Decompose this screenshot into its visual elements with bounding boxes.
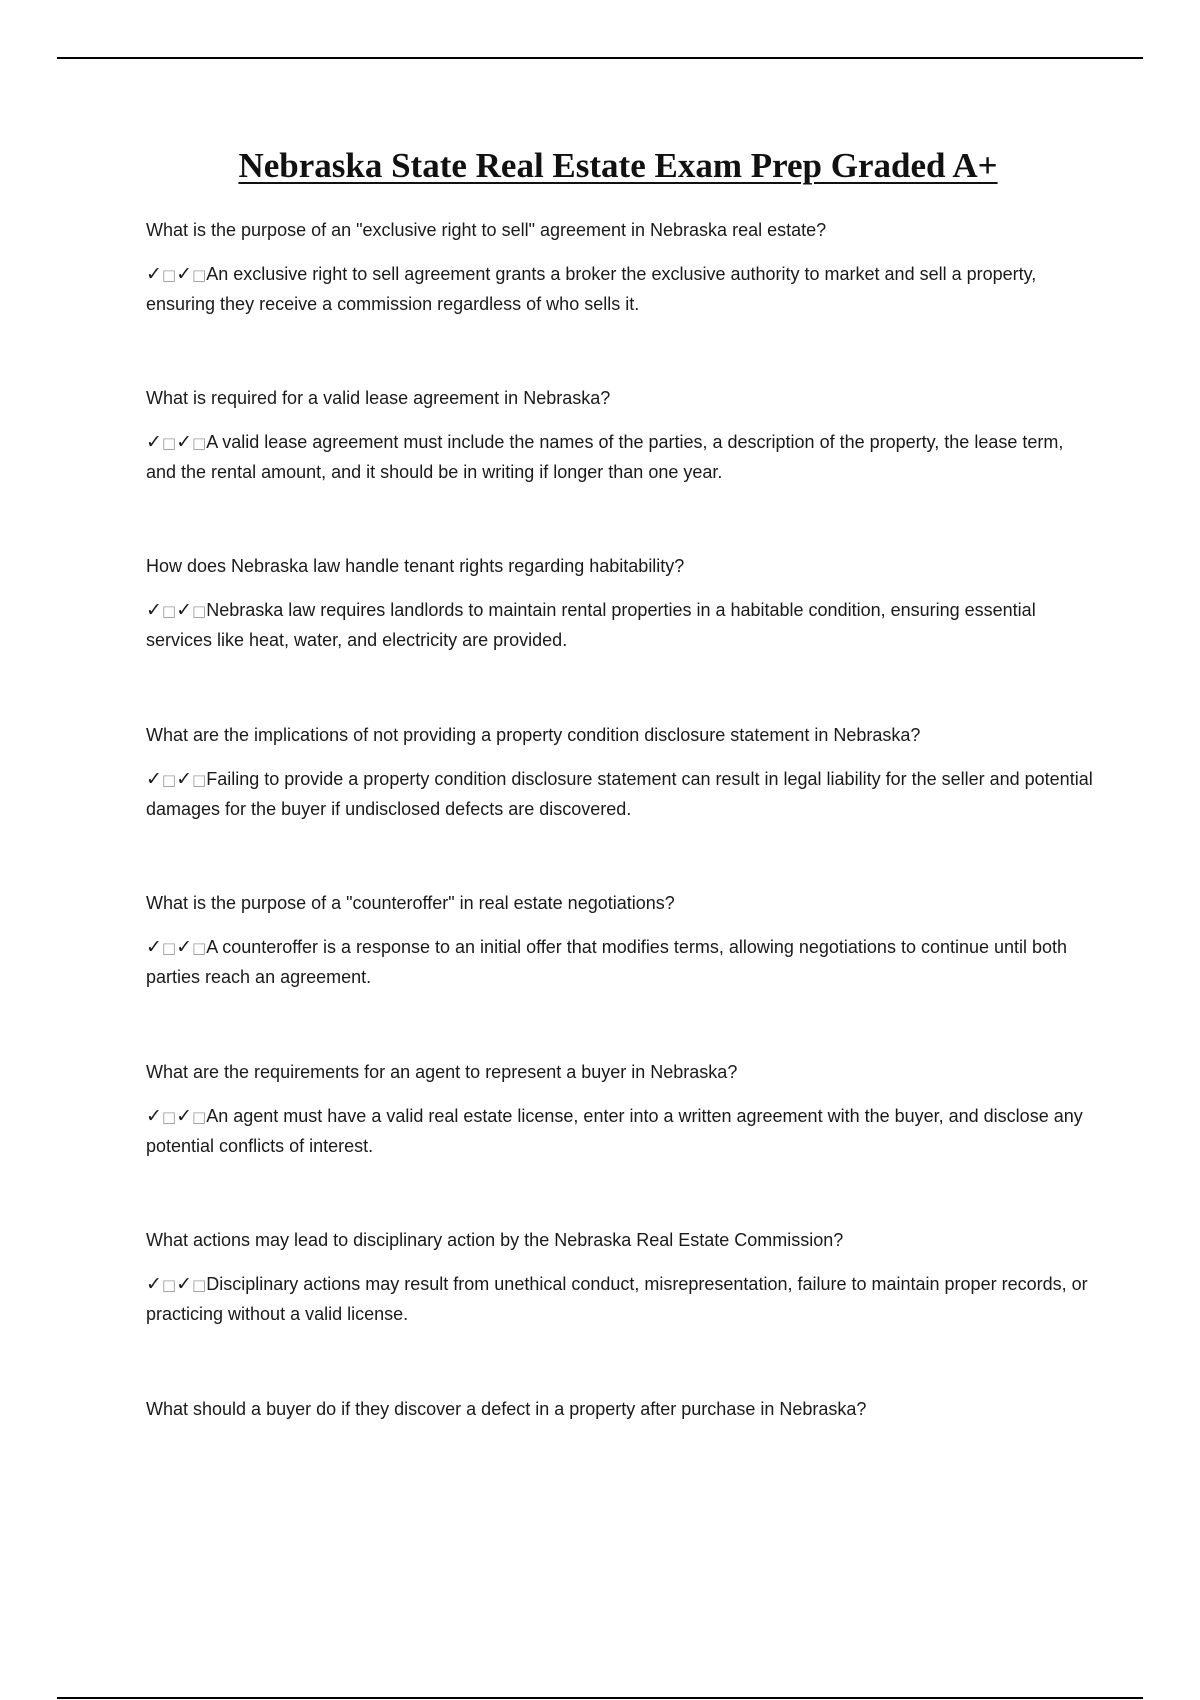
page-title — [0, 142, 1200, 190]
qa-item — [146, 1397, 1096, 1421]
answer-body: Nebraska law requires landlords to maintain rental properties in a habitable condition, ensuring essential services like heat, water, and electricity are provided. — [146, 600, 1036, 650]
top-rule — [57, 57, 1143, 59]
bottom-rule — [57, 1697, 1143, 1699]
answer-text — [146, 1102, 1096, 1161]
question-text: What is the purpose of an "exclusive right to sell" agreement in Nebraska real estate? — [146, 220, 827, 240]
answer-body: An exclusive right to sell agreement grants a broker the exclusive authority to market and sell a property, ensuring they receive a commission regardless of who sells it. — [146, 264, 1037, 314]
answer-body: A counteroffer is a response to an initial offer that modifies terms, allowing negotiations to continue until both parties reach an agreement. — [146, 937, 1068, 987]
answer-text — [146, 933, 1096, 992]
question-text: What are the implications of not providing a property condition disclosure statement in Nebraska? — [146, 725, 921, 745]
qa-item — [146, 1228, 1096, 1329]
checkmark-icon: ✓□✓□ — [146, 1105, 207, 1127]
answer-text — [146, 765, 1096, 824]
answer-text — [146, 428, 1096, 487]
checkmark-icon: ✓□✓□ — [146, 431, 207, 453]
answer-body: Disciplinary actions may result from unethical conduct, misrepresentation, failure to maintain proper records, or practicing without a valid license. — [146, 1274, 1088, 1324]
checkmark-icon: ✓□✓□ — [146, 936, 207, 958]
question-text: What should a buyer do if they discover a defect in a property after purchase in Nebraska? — [146, 1399, 867, 1419]
question-text: How does Nebraska law handle tenant rights regarding habitability? — [146, 556, 685, 576]
qa-item — [146, 554, 1096, 655]
answer-text — [146, 596, 1096, 655]
qa-item — [146, 1060, 1096, 1161]
answer-body: A valid lease agreement must include the names of the parties, a description of the property, the lease term, and the rental amount, and it should be in writing if longer than one year. — [146, 432, 1064, 482]
answer-body: An agent must have a valid real estate license, enter into a written agreement with the buyer, and disclose any potential conflicts of interest. — [146, 1106, 1083, 1156]
checkmark-icon: ✓□✓□ — [146, 599, 207, 621]
checkmark-icon: ✓□✓□ — [146, 768, 207, 790]
question-text: What is required for a valid lease agreement in Nebraska? — [146, 388, 611, 408]
question-text: What are the requirements for an agent to represent a buyer in Nebraska? — [146, 1062, 738, 1082]
qa-item — [146, 891, 1096, 992]
answer-body: Failing to provide a property condition disclosure statement can result in legal liability for the seller and potential damages for the buyer if undisclosed defects are discovered. — [146, 769, 1093, 819]
checkmark-icon: ✓□✓□ — [146, 263, 207, 285]
qa-item — [146, 218, 1096, 319]
question-text: What actions may lead to disciplinary action by the Nebraska Real Estate Commission? — [146, 1230, 844, 1250]
checkmark-icon: ✓□✓□ — [146, 1273, 207, 1295]
qa-item — [146, 723, 1096, 824]
answer-text — [146, 1270, 1096, 1329]
question-text: What is the purpose of a "counteroffer" in real estate negotiations? — [146, 893, 675, 913]
qa-item — [146, 386, 1096, 487]
answer-text — [146, 260, 1096, 319]
page-title-text: Nebraska State Real Estate Exam Prep Graded A+ — [238, 146, 998, 185]
